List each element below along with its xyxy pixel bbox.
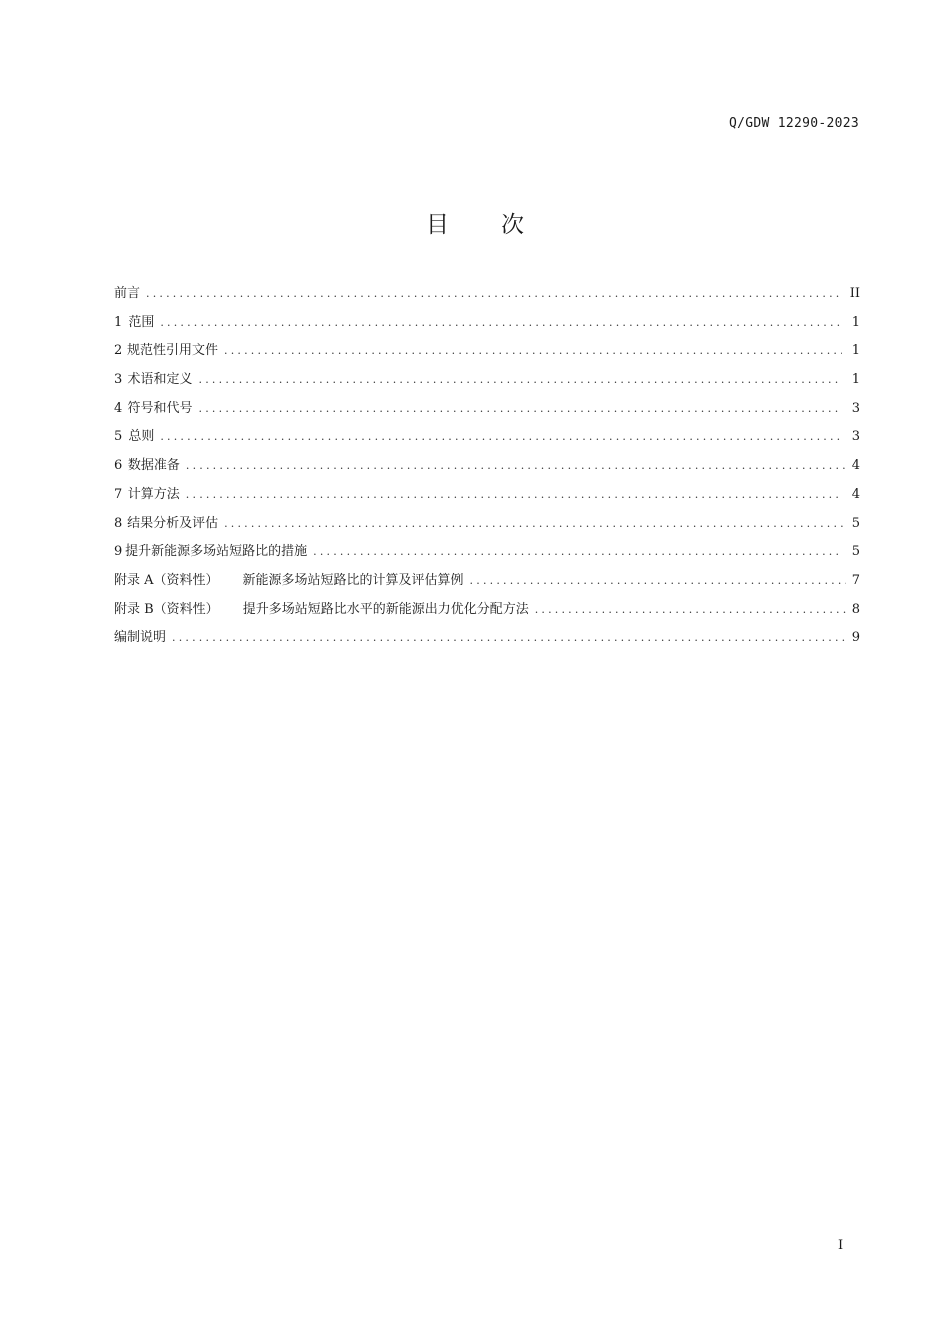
toc-entry-number: 6: [114, 458, 123, 474]
toc-entry-page: 7: [851, 572, 860, 588]
toc-entry-page: 9: [851, 630, 860, 646]
dot-leader: [313, 545, 842, 558]
toc-entry-title: 计算方法: [127, 486, 180, 502]
toc-entry-appendix-b[interactable]: [114, 598, 860, 627]
toc-entry-title: [114, 569, 464, 588]
toc-entry-appendix-a[interactable]: [114, 569, 860, 598]
toc-entry-page: 5: [851, 544, 860, 560]
dot-leader: [146, 287, 842, 300]
toc-entry-page: 4: [851, 486, 860, 502]
dot-leader: [224, 344, 842, 357]
toc-entry-title: 数据准备: [127, 458, 180, 474]
toc-entry-4[interactable]: [114, 397, 860, 426]
toc-entry-title: [114, 598, 529, 617]
dot-leader: [199, 373, 842, 386]
appendix-label: 附录 B（资料性）: [114, 601, 219, 617]
dot-leader: [186, 488, 842, 501]
toc-entry-title: 提升新能源多场站短路比的措施: [125, 544, 308, 560]
page-number: I: [838, 1238, 844, 1253]
toc-entry-5[interactable]: [114, 425, 860, 454]
page-title: [0, 206, 950, 239]
appendix-title: 提升多场站短路比水平的新能源出力优化分配方法: [242, 601, 529, 617]
toc-entry-page: 1: [851, 314, 860, 330]
toc-entry-number: 1: [114, 314, 123, 330]
toc-entry-2[interactable]: [114, 339, 860, 368]
toc-entry-8[interactable]: [114, 512, 860, 541]
toc-entry-page: 1: [851, 343, 860, 359]
toc-entry-number: 4: [114, 400, 123, 416]
toc-entry-number: 2: [114, 343, 123, 359]
dot-leader: [535, 603, 846, 616]
toc-entry-number: 9: [114, 544, 123, 560]
toc-entry-3[interactable]: [114, 368, 860, 397]
toc-entry-number: 3: [114, 372, 123, 388]
dot-leader: [199, 402, 842, 415]
toc-entry-6[interactable]: [114, 454, 860, 483]
dot-leader: [160, 316, 842, 329]
toc-entry-title: 编制说明: [114, 630, 167, 646]
dot-leader: [224, 517, 846, 530]
dot-leader: [172, 631, 846, 644]
dot-leader: [186, 459, 846, 472]
appendix-title: 新能源多场站短路比的计算及评估算例: [242, 572, 464, 588]
title-char-2: 次: [501, 212, 524, 238]
toc-entry-7[interactable]: [114, 483, 860, 512]
toc-entry-page: 8: [851, 601, 860, 617]
toc-entry-1[interactable]: [114, 311, 860, 340]
toc-entry-page: 1: [851, 372, 860, 388]
toc-entry-title: 结果分析及评估: [127, 515, 219, 531]
toc-entry-title: 范围: [128, 314, 155, 330]
standard-code: Q/GDW 12290-2023: [728, 116, 859, 131]
toc-entry-page: 4: [851, 458, 860, 474]
table-of-contents: [114, 282, 860, 655]
toc-entry-number: 7: [114, 486, 123, 502]
toc-entry-title: 规范性引用文件: [126, 343, 218, 359]
toc-entry-page: II: [849, 286, 860, 301]
toc-entry-title: 前言: [114, 286, 141, 301]
appendix-label: 附录 A（资料性）: [114, 572, 219, 588]
toc-entry-title: 总则: [128, 429, 155, 445]
toc-entry-page: 5: [851, 515, 860, 531]
dot-leader: [470, 574, 846, 587]
toc-entry-page: 3: [851, 429, 860, 445]
toc-entry-compilation-notes[interactable]: [114, 626, 860, 655]
toc-entry-number: 8: [114, 515, 123, 531]
toc-entry-title: 术语和定义: [127, 372, 193, 388]
title-char-1: 目: [426, 212, 449, 238]
toc-entry-page: 3: [851, 400, 860, 416]
toc-entry-foreword[interactable]: [114, 282, 860, 311]
dot-leader: [160, 430, 842, 443]
toc-entry-title: 符号和代号: [127, 400, 193, 416]
toc-entry-number: 5: [114, 429, 123, 445]
toc-entry-9[interactable]: [114, 540, 860, 569]
